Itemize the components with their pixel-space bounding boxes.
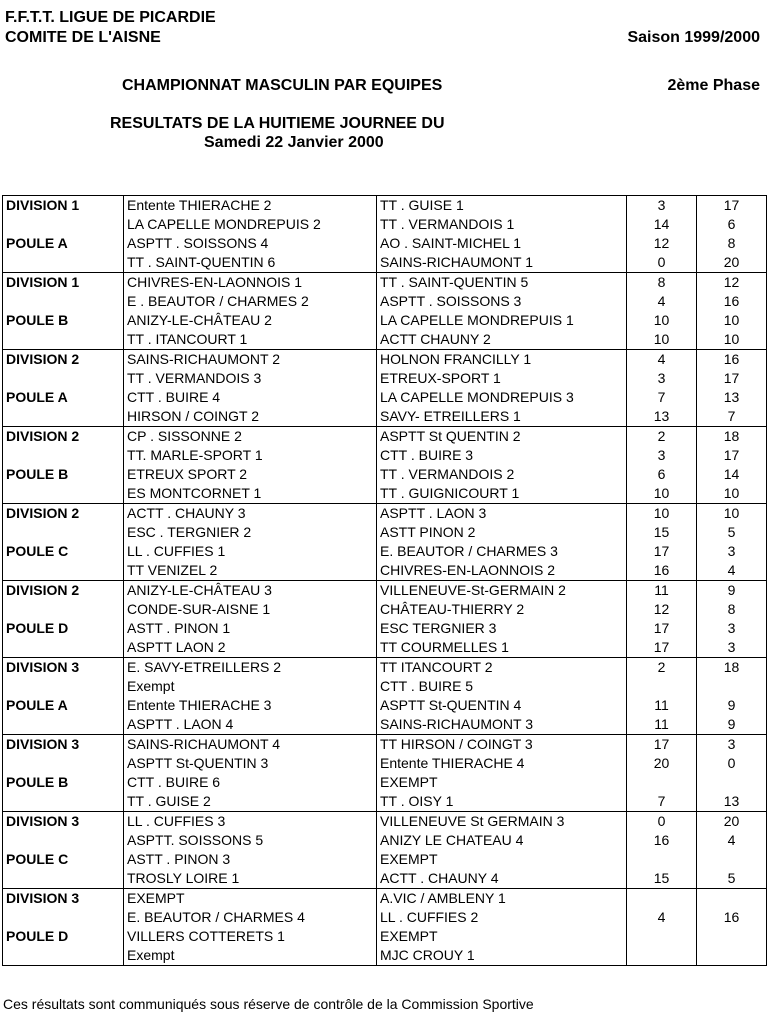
phase-label: 2ème Phase (667, 77, 760, 94)
group-label-empty (3, 215, 124, 234)
away-score: 12 (697, 273, 767, 293)
away-score: 5 (697, 869, 767, 889)
group-label-empty (3, 407, 124, 427)
home-team: E. BEAUTOR / CHARMES 4 (124, 908, 377, 927)
away-team: EXEMPT (377, 773, 627, 792)
home-team: TT VENIZEL 2 (124, 561, 377, 581)
away-team: TT . OISY 1 (377, 792, 627, 812)
home-team: TT . VERMANDOIS 3 (124, 369, 377, 388)
match-row (3, 638, 767, 658)
away-team: MJC CROUY 1 (377, 946, 627, 966)
away-team: ACTT CHAUNY 2 (377, 330, 627, 350)
match-row (3, 446, 767, 465)
away-team: CHIVRES-EN-LAONNOIS 2 (377, 561, 627, 581)
home-score: 17 (627, 735, 697, 755)
group-label-empty (3, 946, 124, 966)
away-score: 9 (697, 715, 767, 735)
home-score: 3 (627, 446, 697, 465)
match-row (3, 946, 767, 966)
home-team: TROSLY LOIRE 1 (124, 869, 377, 889)
home-team: E. SAVY-ETREILLERS 2 (124, 658, 377, 678)
away-score: 16 (697, 292, 767, 311)
away-score (697, 889, 767, 909)
away-team: TT COURMELLES 1 (377, 638, 627, 658)
poule-label: POULE D (3, 927, 124, 946)
home-team: ASPTT . SOISSONS 4 (124, 234, 377, 253)
match-row (3, 465, 767, 484)
away-team: ASTT PINON 2 (377, 523, 627, 542)
home-team: TT . ITANCOURT 1 (124, 330, 377, 350)
match-date: Samedi 22 Janvier 2000 (204, 134, 384, 151)
away-team: E. BEAUTOR / CHARMES 3 (377, 542, 627, 561)
poule-label: POULE C (3, 542, 124, 561)
home-team: Entente THIERACHE 2 (124, 196, 377, 216)
home-team: HIRSON / COINGT 2 (124, 407, 377, 427)
match-row (3, 927, 767, 946)
away-score: 18 (697, 427, 767, 447)
home-score: 4 (627, 908, 697, 927)
home-team: TT . GUISE 2 (124, 792, 377, 812)
home-team: ASPTT. SOISSONS 5 (124, 831, 377, 850)
home-score: 10 (627, 504, 697, 524)
away-team: ANIZY LE CHATEAU 4 (377, 831, 627, 850)
away-team: ASPTT . LAON 3 (377, 504, 627, 524)
home-score: 15 (627, 523, 697, 542)
match-row (3, 889, 767, 909)
poule-label: POULE C (3, 850, 124, 869)
poule-label: POULE D (3, 619, 124, 638)
away-team: TT ITANCOURT 2 (377, 658, 627, 678)
group-label-empty (3, 792, 124, 812)
division-label: DIVISION 2 (3, 350, 124, 370)
home-score (627, 889, 697, 909)
match-row (3, 504, 767, 524)
match-row (3, 542, 767, 561)
group-label-empty (3, 715, 124, 735)
away-team: LL . CUFFIES 2 (377, 908, 627, 927)
away-score: 10 (697, 311, 767, 330)
home-team: CP . SISSONNE 2 (124, 427, 377, 447)
away-score: 0 (697, 754, 767, 773)
group-label-empty (3, 369, 124, 388)
away-score: 16 (697, 350, 767, 370)
match-row (3, 658, 767, 678)
group-label-empty (3, 754, 124, 773)
home-score: 4 (627, 292, 697, 311)
group-label-empty (3, 869, 124, 889)
match-row (3, 600, 767, 619)
federation-title: F.F.T.T. LIGUE DE PICARDIE (5, 9, 216, 26)
away-team: VILLENEUVE-St-GERMAIN 2 (377, 581, 627, 601)
home-score: 17 (627, 638, 697, 658)
away-score: 17 (697, 369, 767, 388)
away-team: TT . VERMANDOIS 2 (377, 465, 627, 484)
home-team: ASPTT LAON 2 (124, 638, 377, 658)
home-score: 17 (627, 542, 697, 561)
season-label: Saison 1999/2000 (627, 29, 760, 46)
home-score: 2 (627, 658, 697, 678)
home-team: TT. MARLE-SPORT 1 (124, 446, 377, 465)
group-label-empty (3, 831, 124, 850)
home-team: SAINS-RICHAUMONT 4 (124, 735, 377, 755)
match-row (3, 735, 767, 755)
home-team: LA CAPELLE MONDREPUIS 2 (124, 215, 377, 234)
away-team: A.VIC / AMBLENY 1 (377, 889, 627, 909)
away-score: 7 (697, 407, 767, 427)
away-score: 18 (697, 658, 767, 678)
results-title: RESULTATS DE LA HUITIEME JOURNEE DU (110, 115, 445, 132)
home-score (627, 927, 697, 946)
home-score: 3 (627, 196, 697, 216)
home-score: 12 (627, 234, 697, 253)
home-score: 2 (627, 427, 697, 447)
home-score: 10 (627, 484, 697, 504)
away-score: 9 (697, 581, 767, 601)
group-label-empty (3, 561, 124, 581)
away-score: 4 (697, 831, 767, 850)
away-score: 5 (697, 523, 767, 542)
away-score: 13 (697, 388, 767, 407)
group-label-empty (3, 600, 124, 619)
match-row (3, 369, 767, 388)
division-label: DIVISION 1 (3, 273, 124, 293)
match-row (3, 484, 767, 504)
home-score (627, 946, 697, 966)
home-team: ESC . TERGNIER 2 (124, 523, 377, 542)
home-team: E . BEAUTOR / CHARMES 2 (124, 292, 377, 311)
home-team: ACTT . CHAUNY 3 (124, 504, 377, 524)
home-team: ANIZY-LE-CHÂTEAU 3 (124, 581, 377, 601)
home-score: 20 (627, 754, 697, 773)
group-label-empty (3, 253, 124, 273)
away-team: AO . SAINT-MICHEL 1 (377, 234, 627, 253)
away-score: 10 (697, 484, 767, 504)
home-team: Entente THIERACHE 3 (124, 696, 377, 715)
away-score (697, 850, 767, 869)
home-team: VILLERS COTTERETS 1 (124, 927, 377, 946)
away-team: ASPTT St QUENTIN 2 (377, 427, 627, 447)
away-score: 20 (697, 812, 767, 832)
match-row (3, 388, 767, 407)
away-team: TT . GUISE 1 (377, 196, 627, 216)
footer-note: Ces résultats sont communiqués sous réserve de contrôle de la Commission Sportive (3, 996, 534, 1012)
away-team: ETREUX-SPORT 1 (377, 369, 627, 388)
match-row (3, 773, 767, 792)
home-score (627, 677, 697, 696)
group-label-empty (3, 908, 124, 927)
away-score: 17 (697, 196, 767, 216)
away-score: 3 (697, 542, 767, 561)
away-team: ASPTT . SOISSONS 3 (377, 292, 627, 311)
away-team: CTT . BUIRE 5 (377, 677, 627, 696)
away-team: CTT . BUIRE 3 (377, 446, 627, 465)
division-label: DIVISION 2 (3, 581, 124, 601)
home-team: CHIVRES-EN-LAONNOIS 1 (124, 273, 377, 293)
match-row (3, 407, 767, 427)
home-score: 7 (627, 388, 697, 407)
group-label-empty (3, 446, 124, 465)
home-score: 7 (627, 792, 697, 812)
home-team: ASPTT . LAON 4 (124, 715, 377, 735)
away-team: TT . VERMANDOIS 1 (377, 215, 627, 234)
away-score: 9 (697, 696, 767, 715)
home-team: ASTT . PINON 3 (124, 850, 377, 869)
home-score: 11 (627, 581, 697, 601)
group-label-empty (3, 330, 124, 350)
match-row (3, 427, 767, 447)
home-score: 10 (627, 311, 697, 330)
home-team: ASPTT St-QUENTIN 3 (124, 754, 377, 773)
away-score: 8 (697, 600, 767, 619)
home-team: EXEMPT (124, 889, 377, 909)
home-score: 11 (627, 696, 697, 715)
match-row (3, 292, 767, 311)
match-row (3, 311, 767, 330)
poule-label: POULE B (3, 773, 124, 792)
home-team: Exempt (124, 946, 377, 966)
away-score: 10 (697, 330, 767, 350)
home-score: 4 (627, 350, 697, 370)
away-score: 8 (697, 234, 767, 253)
committee-title: COMITE DE L'AISNE (5, 29, 161, 46)
away-team: VILLENEUVE St GERMAIN 3 (377, 812, 627, 832)
home-team: LL . CUFFIES 1 (124, 542, 377, 561)
away-score: 10 (697, 504, 767, 524)
group-label-empty (3, 638, 124, 658)
away-team: ASPTT St-QUENTIN 4 (377, 696, 627, 715)
poule-label: POULE B (3, 311, 124, 330)
home-score: 10 (627, 330, 697, 350)
home-score: 15 (627, 869, 697, 889)
championship-title: CHAMPIONNAT MASCULIN PAR EQUIPES (122, 77, 443, 94)
home-score: 6 (627, 465, 697, 484)
away-team: Entente THIERACHE 4 (377, 754, 627, 773)
home-team: CTT . BUIRE 4 (124, 388, 377, 407)
match-row (3, 196, 767, 216)
away-score (697, 677, 767, 696)
match-row (3, 253, 767, 273)
away-team: LA CAPELLE MONDREPUIS 3 (377, 388, 627, 407)
home-team: CONDE-SUR-AISNE 1 (124, 600, 377, 619)
poule-label: POULE B (3, 465, 124, 484)
match-row (3, 696, 767, 715)
match-row (3, 350, 767, 370)
group-label-empty (3, 523, 124, 542)
home-score: 17 (627, 619, 697, 638)
away-score: 14 (697, 465, 767, 484)
match-row (3, 561, 767, 581)
away-team: EXEMPT (377, 927, 627, 946)
poule-label: POULE A (3, 234, 124, 253)
away-score: 3 (697, 638, 767, 658)
home-score: 0 (627, 812, 697, 832)
home-score (627, 773, 697, 792)
home-score: 3 (627, 369, 697, 388)
away-team: SAINS-RICHAUMONT 3 (377, 715, 627, 735)
match-row (3, 581, 767, 601)
home-team: ES MONTCORNET 1 (124, 484, 377, 504)
match-row (3, 812, 767, 832)
home-score: 13 (627, 407, 697, 427)
home-team: ASTT . PINON 1 (124, 619, 377, 638)
match-row (3, 869, 767, 889)
match-row (3, 908, 767, 927)
match-row (3, 754, 767, 773)
match-row (3, 850, 767, 869)
home-score: 0 (627, 253, 697, 273)
poule-label: POULE A (3, 388, 124, 407)
away-team: LA CAPELLE MONDREPUIS 1 (377, 311, 627, 330)
home-score: 16 (627, 561, 697, 581)
home-score (627, 850, 697, 869)
division-label: DIVISION 3 (3, 889, 124, 909)
home-score: 11 (627, 715, 697, 735)
home-score: 14 (627, 215, 697, 234)
match-row (3, 619, 767, 638)
away-score: 3 (697, 619, 767, 638)
match-row (3, 831, 767, 850)
away-team: TT HIRSON / COINGT 3 (377, 735, 627, 755)
match-row (3, 523, 767, 542)
match-row (3, 330, 767, 350)
away-score: 3 (697, 735, 767, 755)
match-row (3, 715, 767, 735)
poule-label: POULE A (3, 696, 124, 715)
away-team: ACTT . CHAUNY 4 (377, 869, 627, 889)
match-row (3, 677, 767, 696)
home-team: Exempt (124, 677, 377, 696)
away-score: 6 (697, 215, 767, 234)
away-score: 16 (697, 908, 767, 927)
away-score: 13 (697, 792, 767, 812)
away-score: 20 (697, 253, 767, 273)
away-score: 4 (697, 561, 767, 581)
home-team: ANIZY-LE-CHÂTEAU 2 (124, 311, 377, 330)
away-team: TT . SAINT-QUENTIN 5 (377, 273, 627, 293)
home-team: SAINS-RICHAUMONT 2 (124, 350, 377, 370)
away-team: CHÂTEAU-THIERRY 2 (377, 600, 627, 619)
group-label-empty (3, 292, 124, 311)
division-label: DIVISION 3 (3, 658, 124, 678)
away-score: 17 (697, 446, 767, 465)
results-table (2, 195, 767, 966)
home-score: 8 (627, 273, 697, 293)
division-label: DIVISION 1 (3, 196, 124, 216)
home-team: CTT . BUIRE 6 (124, 773, 377, 792)
home-team: ETREUX SPORT 2 (124, 465, 377, 484)
match-row (3, 215, 767, 234)
group-label-empty (3, 677, 124, 696)
home-team: TT . SAINT-QUENTIN 6 (124, 253, 377, 273)
away-team: EXEMPT (377, 850, 627, 869)
away-team: ESC TERGNIER 3 (377, 619, 627, 638)
group-label-empty (3, 484, 124, 504)
division-label: DIVISION 2 (3, 427, 124, 447)
division-label: DIVISION 2 (3, 504, 124, 524)
division-label: DIVISION 3 (3, 735, 124, 755)
home-score: 16 (627, 831, 697, 850)
away-team: SAVY- ETREILLERS 1 (377, 407, 627, 427)
match-row (3, 792, 767, 812)
away-score (697, 927, 767, 946)
division-label: DIVISION 3 (3, 812, 124, 832)
match-row (3, 234, 767, 253)
away-team: SAINS-RICHAUMONT 1 (377, 253, 627, 273)
home-team: LL . CUFFIES 3 (124, 812, 377, 832)
away-score (697, 946, 767, 966)
away-team: TT . GUIGNICOURT 1 (377, 484, 627, 504)
match-row (3, 273, 767, 293)
away-score (697, 773, 767, 792)
home-score: 12 (627, 600, 697, 619)
away-team: HOLNON FRANCILLY 1 (377, 350, 627, 370)
